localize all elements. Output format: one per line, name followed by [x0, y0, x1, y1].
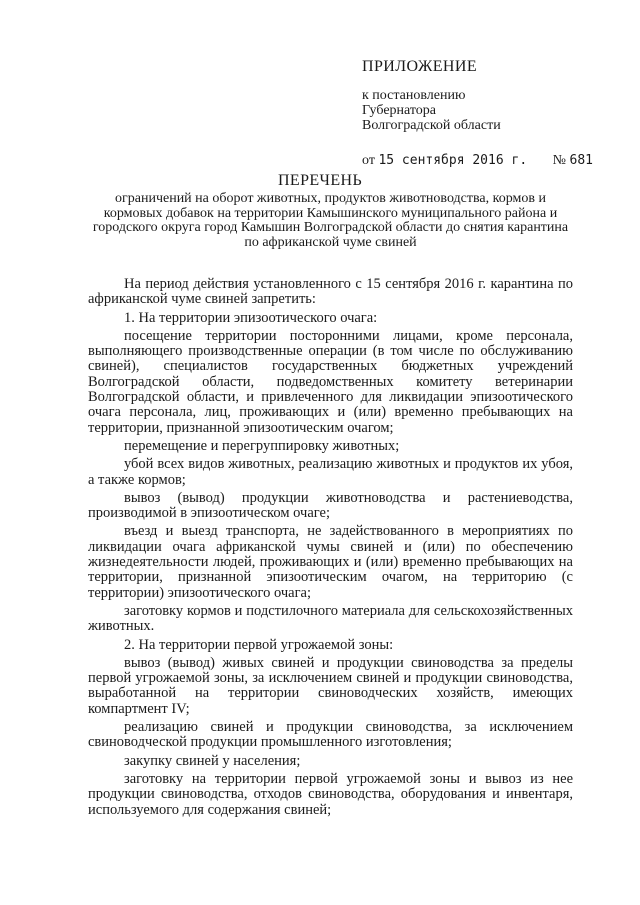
- appendix-title: ПРИЛОЖЕНИЕ: [362, 58, 478, 75]
- appendix-date-line: [362, 153, 622, 169]
- paragraph: вывоз (вывод) продукции животноводства и растениеводства, производимой в эпизоотическом очаге;: [88, 489, 573, 522]
- date-prefix: от: [362, 153, 375, 168]
- date-value: 15 сентября 2016 г.: [378, 153, 528, 168]
- paragraph: реализацию свиней и продукции свиноводства, за исключением свиноводческой продукции промышленного изготовления;: [88, 719, 573, 751]
- document-body: [88, 277, 573, 818]
- appendix-line-region: Волгоградской области: [362, 118, 501, 133]
- paragraph: закупку свиней у населения;: [124, 752, 301, 769]
- document-subtitle: ограничений на оборот животных, продуктов животноводства, кормов и кормовых добавок на территории Камышинского муниципального района и городского округа город Камышин Волгоградской области до снятия карантина по африканской чуме свиней: [92, 191, 569, 250]
- paragraph: 2. На территории первой угрожаемой зоны:: [124, 636, 394, 653]
- paragraph: 1. На территории эпизоотического очага:: [124, 309, 378, 326]
- number-prefix: №: [552, 153, 567, 168]
- paragraph: посещение территории посторонними лицами, кроме персонала, выполняющего производственные операции (в том числе по обслуживанию свиней), специалистов государственных бюджетных учреждений Волгоградской области, подведомственных комитету ветеринарии Волгоградской области, и привлеченного для ликвидации эпизоотического очага персонала, лиц, проживающих и (или) временно пребывающих на территории, признанной эпизоотическим очагом;: [88, 327, 573, 436]
- appendix-block: [362, 58, 622, 169]
- paragraph: заготовку кормов и подстилочного материала для сельскохозяйственных животных.: [88, 602, 573, 635]
- paragraph: На период действия установленного с 15 сентября 2016 г. карантина по африканской чуме свиней запретить:: [88, 276, 573, 308]
- document-heading: ПЕРЕЧЕНЬ: [277, 172, 363, 189]
- paragraph: перемещение и перегруппировку животных;: [124, 437, 400, 454]
- paragraph: убой всех видов животных, реализацию животных и продуктов их убоя, а также кормов;: [88, 456, 573, 488]
- paragraph: вывоз (вывод) живых свиней и продукции свиноводства за пределы первой угрожаемой зоны, за исключением свиней и продукции свиноводства, выработанной на территории свиноводческих хозяйств, имеющих компартмент IV;: [88, 654, 573, 717]
- appendix-line-governor: Губернатора: [362, 103, 437, 118]
- paragraph: въезд и выезд транспорта, не задействованного в мероприятиях по ликвидации очага африканской чумы свиней и (или) по обеспечению жизнедеятельности людей, проживающих и (или) временно пребывающих на территории, признанной эпизоотическим очагом, на территорию (с территории) эпизоотического очага;: [88, 523, 573, 601]
- number-value: 681: [569, 153, 593, 168]
- paragraph: заготовку на территории первой угрожаемой зоны и вывоз из нее продукции свиноводства, отходов свиноводства, оборудования и инвентаря, используемого для содержания свиней;: [88, 770, 573, 818]
- appendix-line-decree: к постановлению: [362, 88, 466, 103]
